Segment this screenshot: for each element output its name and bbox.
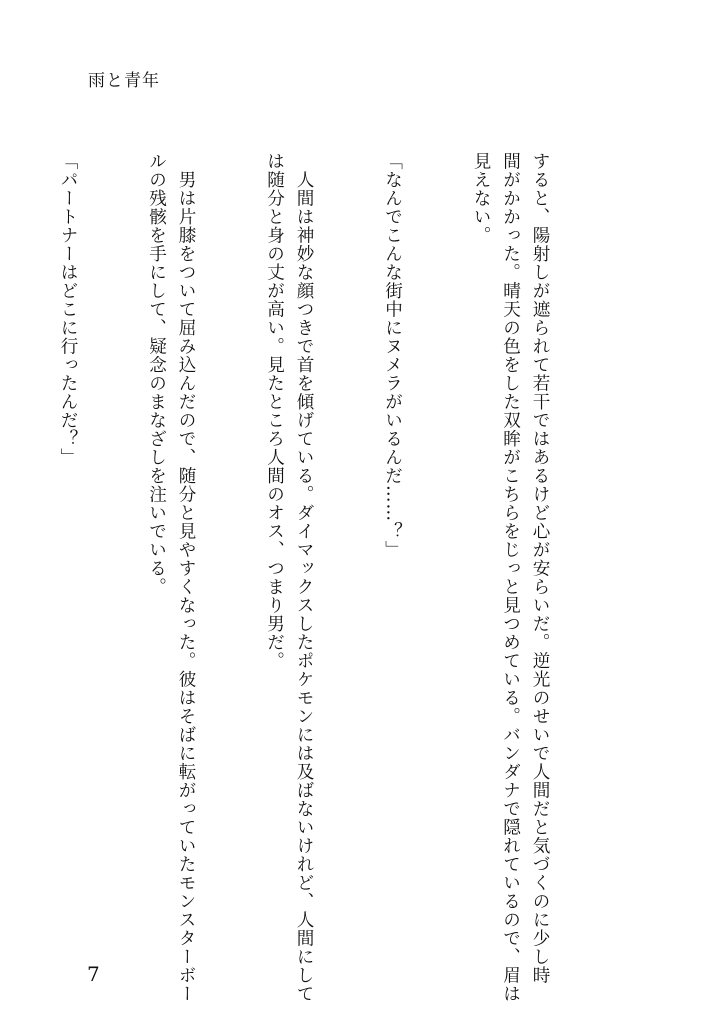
paragraph: すると、陽射しが遮られて若干ではあるけど心が安らいだ。逆光のせいで人間だと気づくのに少し時 間がかかった。晴天の色をした双眸がこちらをじっと見つめている。バンダナで隠れているので、眉は 見えない。 xyxy=(471,152,550,1003)
dialogue-line: 「なんでこんな街中にヌメラがいるんだ……？」 xyxy=(382,152,403,559)
body-text-column-block xyxy=(0,152,613,1003)
paragraph: 人間は神妙な顔つきで首を傾げている。ダイマックスしたポケモンには及ばないけれど、人間にして は随分と身の丈が高い。見たところ人間のオス、つまり男だ。 xyxy=(264,152,314,1003)
dialogue-line: 「パートナーはどこに行ったんだ？」 xyxy=(58,152,78,467)
paragraph: 男は片膝をついて屈み込んだので、随分と見やすくなった。彼はそばに転がっていたモンスターボー ルの残骸を手にして、疑念のまなざしを注いでいる。 xyxy=(146,152,196,1003)
running-head-title: 雨と青年 xyxy=(88,71,160,91)
page-number: 7 xyxy=(87,962,100,986)
